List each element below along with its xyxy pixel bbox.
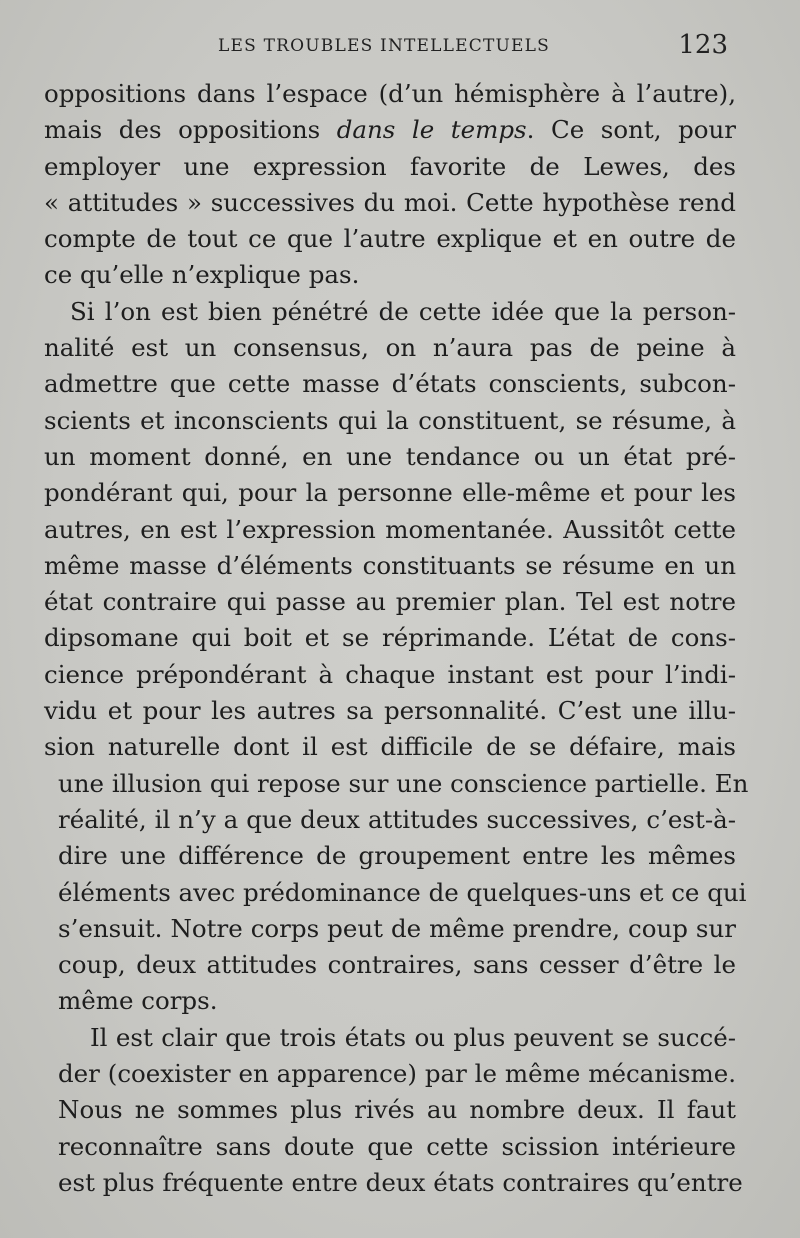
text-line: éléments avec prédominance de quelques-uns et ce qui — [58, 877, 747, 907]
paragraph-2 — [44, 294, 749, 1020]
text-line: employer une expression favorite de Lewes, des — [44, 151, 736, 181]
text-line: « attitudes » successives du moi. Cette hypothèse rend — [44, 187, 736, 217]
text-line: s’ensuit. Notre corps peut de même prendre, coup sur — [58, 913, 736, 943]
text-line: reconnaître sans doute que cette scission intérieure — [58, 1131, 736, 1161]
text-line: Nous ne sommes plus rivés au nombre deux. Il faut — [58, 1095, 736, 1125]
text-line: sion naturelle dont il est difficile de se défaire, mais — [44, 732, 736, 762]
text-line: dire une différence de groupement entre les mêmes — [58, 841, 736, 871]
text-line: admettre que cette masse d’états conscients, subcon- — [44, 369, 736, 399]
text-line: état contraire qui passe au premier plan. Tel est notre — [44, 587, 736, 617]
text-line: une illusion qui repose sur une conscience partielle. En — [58, 768, 749, 798]
text-line: même masse d’éléments constituants se résume en un — [44, 550, 736, 580]
text-line: pondérant qui, pour la personne elle-même et pour les — [44, 478, 736, 508]
text-line: Si l’on est bien pénétré de cette idée que la person- — [70, 296, 736, 326]
running-title: LES TROUBLES INTELLECTUELS — [218, 36, 550, 56]
text-line: même corps. — [58, 986, 218, 1016]
text-line: ce qu’elle n’explique pas. — [44, 260, 360, 290]
text-line: scients et inconscients qui la constituent, se résume, à — [44, 405, 736, 435]
text-line: nalité est un consensus, on n’aura pas de peine à — [44, 333, 736, 363]
text-line: compte de tout ce que l’autre explique et en outre de — [44, 224, 736, 254]
text-line: un moment donné, en une tendance ou un état pré- — [44, 441, 736, 471]
text-line: autres, en est l’expression momentanée. Aussitôt cette — [44, 514, 736, 544]
text-line: der (coexister en apparence) par le même mécanisme. — [58, 1059, 736, 1089]
text-line: vidu et pour les autres sa personnalité. C’est une illu- — [44, 696, 736, 726]
paragraph-3 — [44, 1020, 743, 1201]
text-line: oppositions dans l’espace (d’un hémisphère à l’autre), — [44, 79, 736, 108]
running-head — [40, 30, 728, 60]
text-line: est plus fréquente entre deux états contraires qu’entre — [58, 1167, 743, 1197]
body-text — [44, 76, 749, 1201]
text-line: cience prépondérant à chaque instant est pour l’indi- — [44, 659, 736, 689]
text-line: réalité, il n’y a que deux attitudes successives, c’est-à- — [58, 804, 736, 834]
italic-phrase: dans le temps — [336, 115, 527, 145]
text-fragment: . Ce sont, pour — [526, 115, 736, 145]
text-line: Il est clair que trois états ou plus peuvent se succé- — [90, 1022, 736, 1052]
paragraph-1 — [44, 76, 736, 294]
text-fragment: mais des oppositions — [44, 115, 337, 145]
text-line: dipsomane qui boit et se réprimande. L’état de cons- — [44, 623, 736, 653]
text-line: coup, deux attitudes contraires, sans cesser d’être le — [58, 950, 736, 980]
text-line — [44, 112, 736, 148]
page-number: 123 — [678, 30, 728, 60]
